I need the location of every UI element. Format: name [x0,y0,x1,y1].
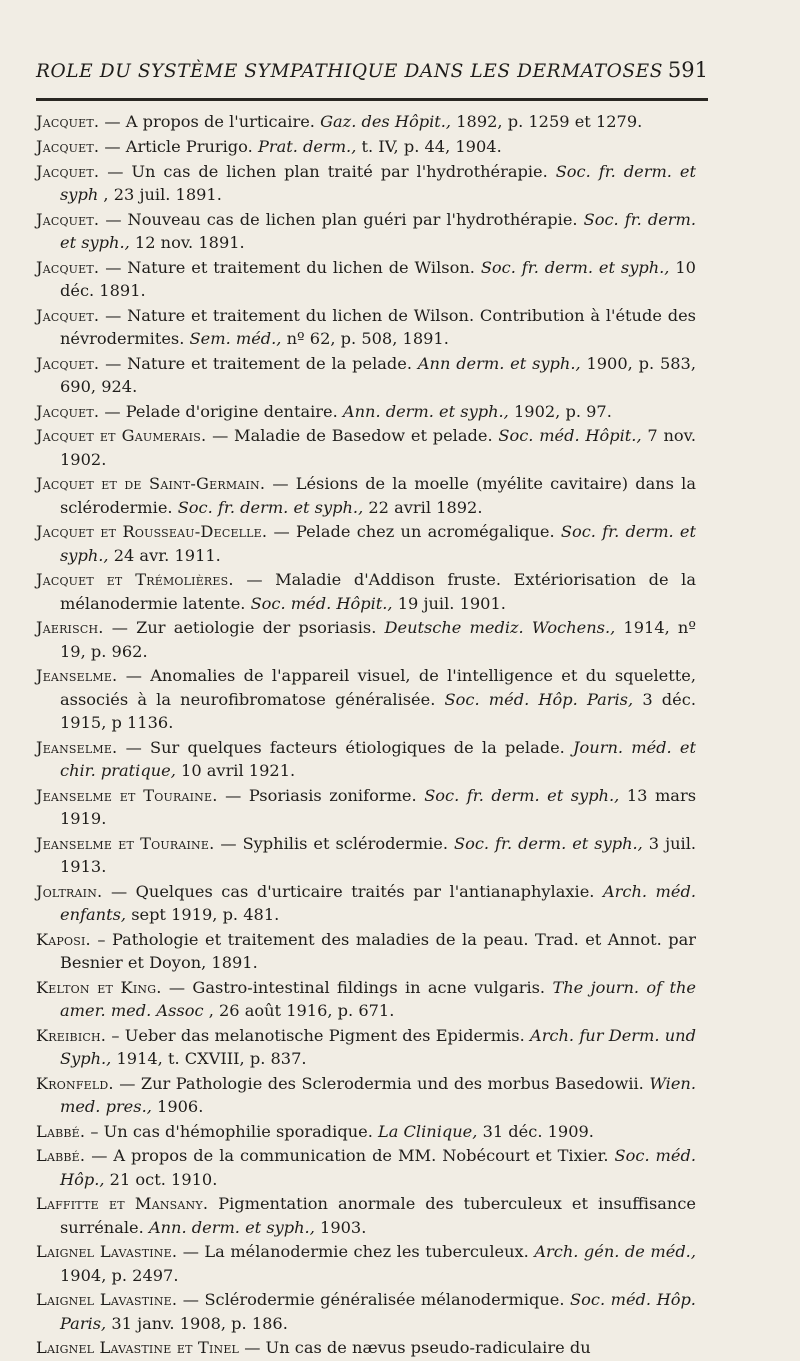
reference-authors: Jacquet et Gaumerais. [36,426,207,446]
reference-entry [36,135,696,158]
reference-authors: Jeanselme. [36,737,118,757]
reference-source: Soc. fr. derm. et syph., [60,209,697,252]
reference-entry [36,472,696,518]
reference-source: Prat. derm., [257,136,357,156]
running-header [36,58,708,82]
reference-entry [36,736,696,782]
reference-details: 1903. [320,1217,367,1237]
reference-authors: Jeanselme et Touraine. [36,833,215,853]
reference-source: Gaz. des Hôpit., [320,112,452,131]
reference-entry [36,304,696,350]
reference-authors: Kelton et King. [36,977,162,997]
reference-source: Soc. fr. derm. et syph., [60,522,697,565]
reference-details: 19 juil. 1901. [397,593,506,613]
reference-authors: Laignel Lavastine. [36,1290,178,1310]
reference-details: 1904, p. 2497. [60,1265,179,1285]
reference-text: – Un cas d'hémophilie sporadique. [90,1121,373,1141]
reference-entry [36,400,696,423]
reference-source: Arch. fur Derm. und Syph., [60,1025,696,1068]
reference-entry [36,832,696,878]
reference-source: Deutsche mediz. Wochens., [384,618,616,638]
reference-authors: Jeanselme. [36,666,118,686]
reference-authors: Kaposi. [36,929,91,949]
reference-entry [36,110,696,133]
reference-source: Soc. fr. derm. et syph., [453,833,643,853]
reference-source: Soc. fr. derm. et syph., [177,497,364,517]
reference-text: — Maladie de Basedow et pelade. [212,426,493,446]
reference-source: Soc. méd. Hôp. Paris, [60,1290,696,1333]
reference-entry [36,568,696,614]
reference-details: 13 mars 1919. [60,785,697,828]
reference-authors: Jacquet. [36,209,100,229]
reference-authors: Jacquet. [36,257,100,277]
reference-text: — La mélanodermie chez les tuberculeux. [182,1242,529,1262]
reference-details: 12 nov. 1891. [134,232,245,252]
reference-text: — Un cas de nævus pseudo-radiculaire du [244,1338,591,1358]
reference-entry [36,424,696,470]
reference-authors: Kronfeld. [36,1073,114,1093]
reference-authors: Jacquet. [36,401,100,421]
reference-details: 1892, p. 1259 et 1279. [456,112,643,131]
reference-entry [36,928,696,974]
running-title: ROLE DU SYSTÈME SYMPATHIQUE DANS LES DERMATOSES [36,61,664,82]
reference-source: Soc. méd. Hôp., [60,1146,696,1189]
reference-source: Soc. méd. Hôp. Paris, [444,689,634,709]
reference-text: — Psoriasis zoniforme. [225,785,417,805]
reference-text: — Nature et traitement de la pelade. [105,353,412,373]
reference-entry [36,784,696,830]
reference-source: Ann. derm. et syph., [342,401,509,421]
reference-details: 3 juil. 1913. [60,833,697,876]
reference-details: nº 62, p. 508, 1891. [286,328,449,348]
reference-details: 31 janv. 1908, p. 186. [111,1313,288,1333]
reference-text: — Zur aetiologie der psoriasis. [111,618,377,638]
reference-authors: Laignel Lavastine. [36,1242,178,1262]
reference-entry [36,616,696,662]
reference-authors: Jeanselme et Touraine. [36,785,218,805]
reference-authors: Jacquet et de Saint-Germain. [36,474,266,494]
reference-entry [36,1144,696,1190]
reference-entry [36,160,696,206]
reference-authors: Jacquet. [36,136,100,156]
reference-details: 1906. [157,1096,204,1116]
reference-details: t. IV, p. 44, 1904. [361,136,502,156]
reference-source: Ann. derm. et syph., [148,1217,315,1237]
reference-authors: Jacquet. [36,112,100,131]
reference-text: — Maladie d'Addison fruste. Extériorisation de la mélanodermie latente. [60,570,696,613]
reference-authors: Jacquet et Trémolières. [36,570,234,590]
reference-source: La Clinique, [378,1121,478,1141]
reference-entry [36,1024,696,1070]
reference-authors: Kreibich. [36,1025,107,1045]
reference-details: 24 avr. 1911. [113,545,221,565]
reference-text: — Un cas de lichen plan traité par l'hydrothérapie. [107,161,548,181]
reference-text: — Nature et traitement du lichen de Wilson. Contribution à l'étude des névrodermites. [60,305,696,348]
reference-text: — Nature et traitement du lichen de Wilson. [105,257,475,277]
reference-authors: Labbé. [36,1121,86,1141]
reference-entry [36,1120,696,1143]
reference-entry [36,208,696,254]
reference-details: , 23 juil. 1891. [103,184,222,204]
reference-text: — A propos de l'urticaire. [104,112,315,131]
reference-text: — Gastro-intestinal fildings in acne vulgaris. [168,977,546,997]
reference-entry [36,880,696,926]
reference-text: – Pathologie et traitement des maladies de la peau. Trad. et Annot. par Besnier et Doyon, 1891. [60,929,696,972]
reference-entry [36,256,696,302]
reference-source: Arch. gén. de méd., [534,1242,696,1262]
reference-source: Soc. fr. derm. et syph., [480,257,670,277]
reference-details: sept 1919, p. 481. [131,904,280,924]
reference-authors: Jacquet. [36,353,100,373]
reference-source: Arch. méd. enfants, [60,881,696,924]
reference-details: , 26 août 1916, p. 671. [208,1000,395,1020]
reference-source: Soc. méd. Hôpit., [250,593,393,613]
reference-text: — Sur quelques facteurs étiologiques de la pelade. [125,737,565,757]
reference-details: 1914, nº 19, p. 962. [60,618,696,661]
reference-entry [36,352,696,398]
reference-details: 3 déc. 1915, p 1136. [60,689,696,732]
header-rule [36,98,708,101]
reference-source: The journ. of the amer. med. Assoc [60,977,696,1020]
reference-text: Pigmentation anormale des tuberculeux et insuffisance surrénale. [60,1194,696,1237]
reference-text: — Article Prurigo. [104,136,253,156]
reference-authors: Jacquet. [36,305,100,325]
reference-details: 21 oct. 1910. [109,1169,218,1189]
reference-text: — Pelade d'origine dentaire. [104,401,338,421]
page-number: 591 [667,58,708,82]
reference-entry [36,1336,696,1359]
reference-text: — Anomalies de l'appareil visuel, de l'intelligence et du squelette, associés à la neurofibromatose généralisée. [60,666,696,709]
reference-source: Ann derm. et syph., [417,353,581,373]
reference-details: 31 déc. 1909. [482,1121,594,1141]
reference-source: Soc. fr. derm. et syph., [424,785,620,805]
reference-text: – Ueber das melanotische Pigment des Epidermis. [111,1025,525,1045]
reference-text: — Syphilis et sclérodermie. [220,833,448,853]
reference-details: 1900, p. 583, 690, 924. [60,353,696,396]
reference-entry [36,664,696,734]
reference-list [36,110,696,1361]
reference-authors: Jaerisch. [36,618,104,638]
reference-text: — A propos de la communication de MM. Nobécourt et Tixier. [91,1146,609,1166]
reference-source: Journ. méd. et chir. pratique, [60,737,696,780]
reference-details: 10 avril 1921. [181,760,296,780]
reference-authors: Jacquet. [36,161,100,181]
reference-text: — Lésions de la moelle (myélite cavitaire) dans la sclérodermie. [60,474,696,517]
reference-entry [36,1192,696,1238]
reference-text: — Pelade chez un acromégalique. [273,522,555,542]
reference-source: Sem. méd., [189,328,282,348]
reference-text: — Sclérodermie généralisée mélanodermique. [182,1290,565,1310]
reference-authors: Jacquet et Rousseau-Decelle. [36,522,268,542]
reference-entry [36,520,696,566]
reference-source: Soc. fr. derm. et syph [60,161,696,204]
reference-authors: Joltrain. [36,881,103,901]
reference-details: 1902, p. 97. [513,401,612,421]
reference-entry [36,1240,696,1286]
reference-source: Wien. med. pres., [60,1073,696,1116]
reference-text: — Quelques cas d'urticaire traités par l'antianaphylaxie. [110,881,595,901]
reference-entry [36,1072,696,1118]
reference-details: 22 avril 1892. [368,497,483,517]
reference-authors: Labbé. [36,1146,86,1166]
reference-text: — Nouveau cas de lichen plan guéri par l'hydrothérapie. [105,209,578,229]
reference-details: 10 déc. 1891. [60,257,696,300]
reference-entry [36,976,696,1022]
reference-source: Soc. méd. Hôpit., [498,426,642,446]
reference-authors: Laignel Lavastine et Tinel [36,1338,240,1358]
reference-authors: Laffitte et Mansany. [36,1194,209,1214]
reference-text: — Zur Pathologie des Sclerodermia und des morbus Basedowii. [119,1073,644,1093]
reference-details: 7 nov. 1902. [60,426,696,469]
reference-details: 1914, t. CXVIII, p. 837. [116,1048,307,1068]
reference-entry [36,1288,696,1334]
